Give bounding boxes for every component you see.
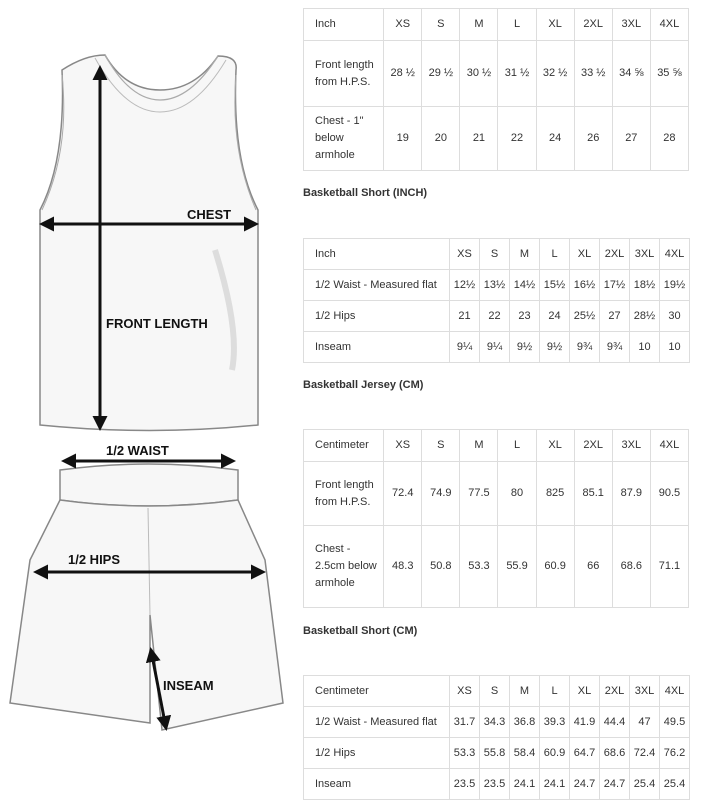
header-cell: S	[422, 430, 460, 462]
jersey-cm-table	[303, 429, 689, 608]
table-cell: 24.7	[570, 769, 600, 800]
table-cell: 9¾	[570, 332, 600, 363]
table-row	[304, 769, 690, 800]
table-cell: 28 ½	[384, 41, 422, 107]
short-cm-table	[303, 675, 690, 800]
row-label: Inseam	[304, 332, 450, 363]
table-row	[304, 41, 689, 107]
chest-label: CHEST	[187, 207, 232, 222]
header-cell: XS	[450, 239, 480, 270]
row-label: 1/2 Waist - Measured flat	[304, 270, 450, 301]
header-cell: XS	[384, 430, 422, 462]
table-cell: 27	[600, 301, 630, 332]
table-cell: 34 ⅝	[612, 41, 650, 107]
header-cell: 4XL	[650, 9, 688, 41]
section-title-short-inch: Basketball Short (INCH)	[303, 187, 428, 199]
header-cell: 4XL	[660, 239, 690, 270]
header-cell: L	[498, 9, 536, 41]
table-cell: 28	[650, 107, 688, 171]
header-cell: Centimeter	[304, 430, 384, 462]
header-cell: 2XL	[600, 676, 630, 707]
table-cell: 30 ½	[460, 41, 498, 107]
table-cell: 23.5	[450, 769, 480, 800]
header-cell: 4XL	[660, 676, 690, 707]
table-cell: 15½	[540, 270, 570, 301]
header-cell: XL	[570, 239, 600, 270]
table-header-row	[304, 676, 690, 707]
table-cell: 13½	[480, 270, 510, 301]
header-cell: Inch	[304, 239, 450, 270]
table-cell: 31.7	[450, 707, 480, 738]
table-cell: 24.7	[600, 769, 630, 800]
table-cell: 55.9	[498, 526, 536, 608]
jersey-inch-table	[303, 8, 689, 171]
header-cell: M	[510, 676, 540, 707]
row-label: 1/2 Hips	[304, 738, 450, 769]
table-row	[304, 738, 690, 769]
table-cell: 28½	[630, 301, 660, 332]
table-cell: 29 ½	[422, 41, 460, 107]
table-cell: 14½	[510, 270, 540, 301]
header-cell: 2XL	[600, 239, 630, 270]
table-row	[304, 462, 689, 526]
table-cell: 39.3	[540, 707, 570, 738]
table-cell: 12½	[450, 270, 480, 301]
table-cell: 72.4	[384, 462, 422, 526]
table-row	[304, 707, 690, 738]
table-cell: 85.1	[574, 462, 612, 526]
table-cell: 21	[450, 301, 480, 332]
table-cell: 24.1	[510, 769, 540, 800]
table-cell: 47	[630, 707, 660, 738]
header-cell: XS	[384, 9, 422, 41]
header-cell: M	[510, 239, 540, 270]
table-row	[304, 301, 690, 332]
table-cell: 36.8	[510, 707, 540, 738]
table-cell: 27	[612, 107, 650, 171]
header-cell: M	[460, 430, 498, 462]
table-cell: 49.5	[660, 707, 690, 738]
table-cell: 9½	[540, 332, 570, 363]
header-cell: XL	[570, 676, 600, 707]
row-label: Inseam	[304, 769, 450, 800]
table-cell: 9¾	[600, 332, 630, 363]
table-cell: 74.9	[422, 462, 460, 526]
table-cell: 21	[460, 107, 498, 171]
table-cell: 9¼	[450, 332, 480, 363]
table-cell: 25½	[570, 301, 600, 332]
row-label: Chest - 1" below armhole	[304, 107, 384, 171]
table-cell: 35 ⅝	[650, 41, 688, 107]
half-hips-label: 1/2 HIPS	[68, 552, 121, 567]
header-cell: 3XL	[612, 9, 650, 41]
table-cell: 87.9	[612, 462, 650, 526]
header-cell: M	[460, 9, 498, 41]
table-cell: 19	[384, 107, 422, 171]
header-cell: Centimeter	[304, 676, 450, 707]
header-cell: 2XL	[574, 9, 612, 41]
table-row	[304, 270, 690, 301]
half-waist-label: 1/2 WAIST	[106, 443, 169, 458]
table-cell: 50.8	[422, 526, 460, 608]
table-cell: 55.8	[480, 738, 510, 769]
header-cell: XL	[536, 430, 574, 462]
table-cell: 71.1	[650, 526, 688, 608]
table-cell: 25.4	[660, 769, 690, 800]
front-length-label: FRONT LENGTH	[106, 316, 208, 331]
table-cell: 24	[540, 301, 570, 332]
header-cell: 2XL	[574, 430, 612, 462]
table-cell: 10	[630, 332, 660, 363]
row-label: 1/2 Waist - Measured flat	[304, 707, 450, 738]
header-cell: 4XL	[650, 430, 688, 462]
section-title-short-cm: Basketball Short (CM)	[303, 625, 418, 637]
row-label: Front length from H.P.S.	[304, 41, 384, 107]
table-header-row	[304, 239, 690, 270]
table-header-row	[304, 430, 689, 462]
table-cell: 53.3	[450, 738, 480, 769]
table-cell: 17½	[600, 270, 630, 301]
row-label: Chest - 2.5cm below armhole	[304, 526, 384, 608]
table-cell: 72.4	[630, 738, 660, 769]
header-cell: Inch	[304, 9, 384, 41]
header-cell: 3XL	[630, 239, 660, 270]
table-cell: 9¼	[480, 332, 510, 363]
table-cell: 20	[422, 107, 460, 171]
table-cell: 33 ½	[574, 41, 612, 107]
table-cell: 9½	[510, 332, 540, 363]
jersey-drawing	[40, 55, 258, 431]
header-cell: S	[422, 9, 460, 41]
table-cell: 23.5	[480, 769, 510, 800]
table-cell: 31 ½	[498, 41, 536, 107]
table-cell: 25.4	[630, 769, 660, 800]
header-cell: XL	[536, 9, 574, 41]
header-cell: S	[480, 676, 510, 707]
table-cell: 24	[536, 107, 574, 171]
table-cell: 30	[660, 301, 690, 332]
table-cell: 90.5	[650, 462, 688, 526]
table-header-row	[304, 9, 689, 41]
table-row	[304, 526, 689, 608]
table-cell: 22	[498, 107, 536, 171]
table-cell: 53.3	[460, 526, 498, 608]
inseam-label: INSEAM	[163, 678, 214, 693]
table-row	[304, 332, 690, 363]
shorts-drawing	[10, 464, 283, 730]
table-cell: 23	[510, 301, 540, 332]
table-cell: 825	[536, 462, 574, 526]
header-cell: 3XL	[612, 430, 650, 462]
table-cell: 18½	[630, 270, 660, 301]
short-inch-table	[303, 238, 690, 363]
table-cell: 34.3	[480, 707, 510, 738]
table-cell: 68.6	[600, 738, 630, 769]
table-row	[304, 107, 689, 171]
header-cell: XS	[450, 676, 480, 707]
table-cell: 22	[480, 301, 510, 332]
header-cell: L	[540, 676, 570, 707]
table-cell: 41.9	[570, 707, 600, 738]
table-cell: 60.9	[536, 526, 574, 608]
header-cell: L	[498, 430, 536, 462]
garment-illustration	[0, 0, 300, 808]
table-cell: 64.7	[570, 738, 600, 769]
table-cell: 66	[574, 526, 612, 608]
table-cell: 26	[574, 107, 612, 171]
table-cell: 80	[498, 462, 536, 526]
row-label: Front length from H.P.S.	[304, 462, 384, 526]
header-cell: L	[540, 239, 570, 270]
table-cell: 68.6	[612, 526, 650, 608]
table-cell: 77.5	[460, 462, 498, 526]
header-cell: 3XL	[630, 676, 660, 707]
table-cell: 16½	[570, 270, 600, 301]
section-title-jersey-cm: Basketball Jersey (CM)	[303, 379, 424, 391]
header-cell: S	[480, 239, 510, 270]
table-cell: 60.9	[540, 738, 570, 769]
table-cell: 44.4	[600, 707, 630, 738]
table-cell: 19½	[660, 270, 690, 301]
table-cell: 58.4	[510, 738, 540, 769]
table-cell: 48.3	[384, 526, 422, 608]
table-cell: 32 ½	[536, 41, 574, 107]
table-cell: 24.1	[540, 769, 570, 800]
row-label: 1/2 Hips	[304, 301, 450, 332]
table-cell: 10	[660, 332, 690, 363]
table-cell: 76.2	[660, 738, 690, 769]
